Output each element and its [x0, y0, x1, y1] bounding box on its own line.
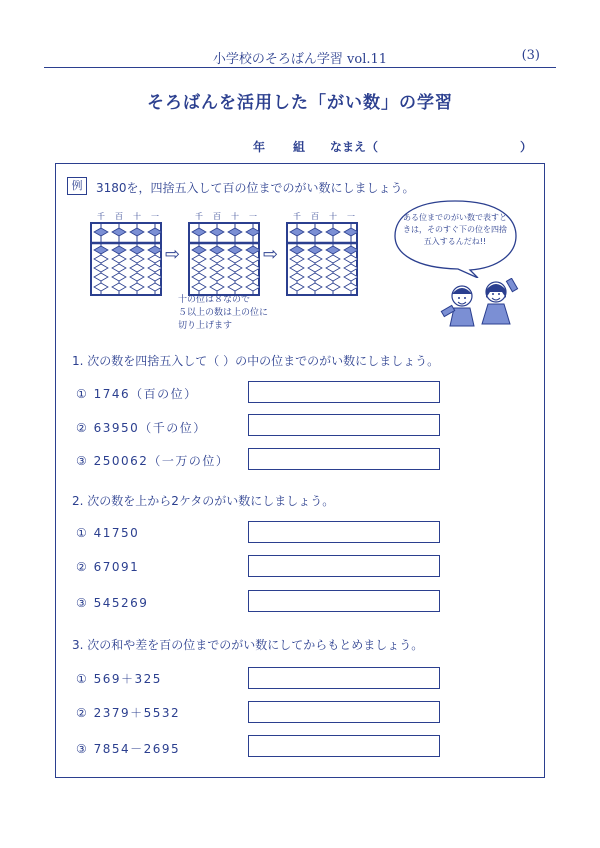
abacus-bead [210, 228, 224, 236]
q1-item-1 [76, 385, 198, 402]
example-note [178, 294, 268, 333]
abacus-bead [228, 283, 242, 291]
item-number: ② [76, 706, 89, 720]
abacus-bead [246, 283, 260, 291]
abacus-bead [326, 246, 340, 254]
item-text: 250062（一万の位） [93, 454, 230, 468]
header-rule [44, 67, 556, 68]
abacus-bead [228, 255, 242, 263]
q2-item-2 [76, 560, 139, 574]
name-label: なまえ（ [330, 140, 379, 154]
item-number: ② [76, 560, 89, 574]
abacus-bead [228, 264, 242, 272]
place-label: 十 [133, 212, 141, 221]
abacus-bead [148, 246, 162, 254]
q1-item-3 [76, 452, 229, 469]
example-badge: 例 [67, 177, 87, 195]
abacus-bead [130, 273, 144, 281]
abacus-bead [148, 283, 162, 291]
abacus-bead [94, 273, 108, 281]
abacus-bead [308, 255, 322, 263]
abacus-bead [94, 246, 108, 254]
abacus-bead [112, 246, 126, 254]
item-text: 7854－2695 [93, 742, 181, 756]
class-label: 組 [293, 140, 306, 154]
abacus-bead [192, 273, 206, 281]
abacus-after [286, 210, 358, 296]
abacus-bead [130, 283, 144, 291]
arrow-icon: ⇨ [263, 244, 279, 265]
abacus-bead [148, 273, 162, 281]
note-line: 切り上げます [178, 321, 233, 331]
abacus-bead [210, 283, 224, 291]
abacus-bead [192, 264, 206, 272]
abacus-bead [326, 255, 340, 263]
abacus-bead [344, 264, 358, 272]
abacus-bead [112, 273, 126, 281]
abacus-bead [228, 246, 242, 254]
abacus-bead [228, 228, 242, 236]
q2-item-3 [76, 596, 148, 610]
answer-box-1-3[interactable] [248, 448, 440, 470]
q3-item-1 [76, 670, 162, 687]
abacus-bead [148, 264, 162, 272]
abacus-bead [112, 228, 126, 236]
abacus-middle [188, 210, 260, 296]
abacus-bead [192, 283, 206, 291]
abacus-before [90, 210, 162, 296]
abacus-bead [308, 264, 322, 272]
abacus-bead [326, 264, 340, 272]
speech-text: ある位までのがい数で表すときは，そのすぐ下の位を四捨五入するんだね!! [403, 213, 507, 246]
item-number: ③ [76, 596, 89, 610]
note-line: ５以上の数は上の位に [178, 308, 269, 318]
item-number: ③ [76, 454, 89, 468]
abacus-bead [94, 283, 108, 291]
item-text: 2379＋5532 [93, 706, 181, 720]
item-number: ① [76, 672, 89, 686]
place-label: 一 [151, 212, 159, 221]
abacus-bead [326, 228, 340, 236]
item-number: ② [76, 421, 89, 435]
place-label: 十 [231, 212, 239, 221]
abacus-bead [344, 246, 358, 254]
abacus-bead [192, 255, 206, 263]
item-number: ① [76, 526, 89, 540]
abacus-bead [94, 264, 108, 272]
abacus-bead [210, 255, 224, 263]
item-number: ① [76, 387, 89, 401]
question-2-heading: 2. 次の数を上から2ケタのがい数にしましょう。 [72, 494, 335, 508]
item-text: 569＋325 [93, 672, 162, 686]
abacus-bead [246, 246, 260, 254]
answer-box-1-1[interactable] [248, 381, 440, 403]
example-text: 3180を，四捨五入して百の位までのがい数にしましょう。 [96, 181, 415, 195]
item-text: 1746（百の位） [93, 387, 198, 401]
year-label: 年 [253, 140, 266, 154]
abacus-bead [290, 246, 304, 254]
item-text: 67091 [93, 560, 140, 574]
answer-box-3-2[interactable] [248, 701, 440, 723]
abacus-bead [94, 228, 108, 236]
abacus-bead [246, 255, 260, 263]
answer-box-2-3[interactable] [248, 590, 440, 612]
abacus-bead [308, 246, 322, 254]
abacus-bead [344, 283, 358, 291]
item-text: 545269 [93, 596, 149, 610]
place-label: 一 [249, 212, 257, 221]
place-label: 百 [213, 212, 221, 221]
answer-box-2-2[interactable] [248, 555, 440, 577]
place-label: 千 [97, 212, 105, 221]
abacus-bead [344, 228, 358, 236]
abacus-bead [192, 246, 206, 254]
place-label: 百 [311, 212, 319, 221]
abacus-bead [246, 273, 260, 281]
item-text: 63950（千の位） [93, 421, 207, 435]
abacus-bead [94, 255, 108, 263]
question-3-heading: 3. 次の和や差を百の位までのがい数にしてからもとめましょう。 [72, 638, 424, 652]
abacus-bead [290, 264, 304, 272]
answer-box-2-1[interactable] [248, 521, 440, 543]
item-text: 41750 [93, 526, 140, 540]
abacus-bead [130, 246, 144, 254]
q3-item-3 [76, 740, 180, 757]
abacus-bead [192, 228, 206, 236]
answer-box-3-3[interactable] [248, 735, 440, 757]
abacus-bead [130, 255, 144, 263]
abacus-bead [308, 228, 322, 236]
q1-item-2 [76, 419, 207, 436]
answer-box-1-2[interactable] [248, 414, 440, 436]
abacus-bead [130, 264, 144, 272]
question-1-heading: 1. 次の数を四捨五入して（ ）の中の位までのがい数にしましょう。 [72, 354, 440, 368]
abacus-bead [326, 273, 340, 281]
page-number: (3) [521, 48, 540, 63]
abacus-bead [344, 273, 358, 281]
abacus-bead [210, 264, 224, 272]
abacus-bead [210, 273, 224, 281]
answer-box-3-1[interactable] [248, 667, 440, 689]
item-number: ③ [76, 742, 89, 756]
q3-item-2 [76, 704, 180, 721]
header-title: 小学校のそろばん学習 vol.11 [212, 52, 388, 67]
place-label: 十 [329, 212, 337, 221]
place-label: 百 [115, 212, 123, 221]
abacus-bead [112, 283, 126, 291]
place-label: 一 [347, 212, 355, 221]
place-label: 千 [195, 212, 203, 221]
abacus-bead [290, 273, 304, 281]
abacus-bead [308, 283, 322, 291]
children-illustration-icon [440, 278, 520, 338]
abacus-bead [210, 246, 224, 254]
abacus-bead [326, 283, 340, 291]
q2-item-1 [76, 526, 139, 540]
name-close: ） [520, 140, 533, 154]
abacus-bead [148, 255, 162, 263]
abacus-bead [148, 228, 162, 236]
abacus-bead [112, 255, 126, 263]
abacus-bead [246, 264, 260, 272]
abacus-bead [308, 273, 322, 281]
abacus-bead [290, 283, 304, 291]
abacus-bead [228, 273, 242, 281]
abacus-bead [290, 255, 304, 263]
abacus-bead [130, 228, 144, 236]
abacus-bead [246, 228, 260, 236]
abacus-bead [344, 255, 358, 263]
page-title: そろばんを活用した「がい数」の学習 [147, 93, 453, 113]
note-line: 十の位は８なので [178, 295, 251, 305]
arrow-icon: ⇨ [165, 244, 181, 265]
abacus-bead [112, 264, 126, 272]
abacus-bead [290, 228, 304, 236]
place-label: 千 [293, 212, 301, 221]
